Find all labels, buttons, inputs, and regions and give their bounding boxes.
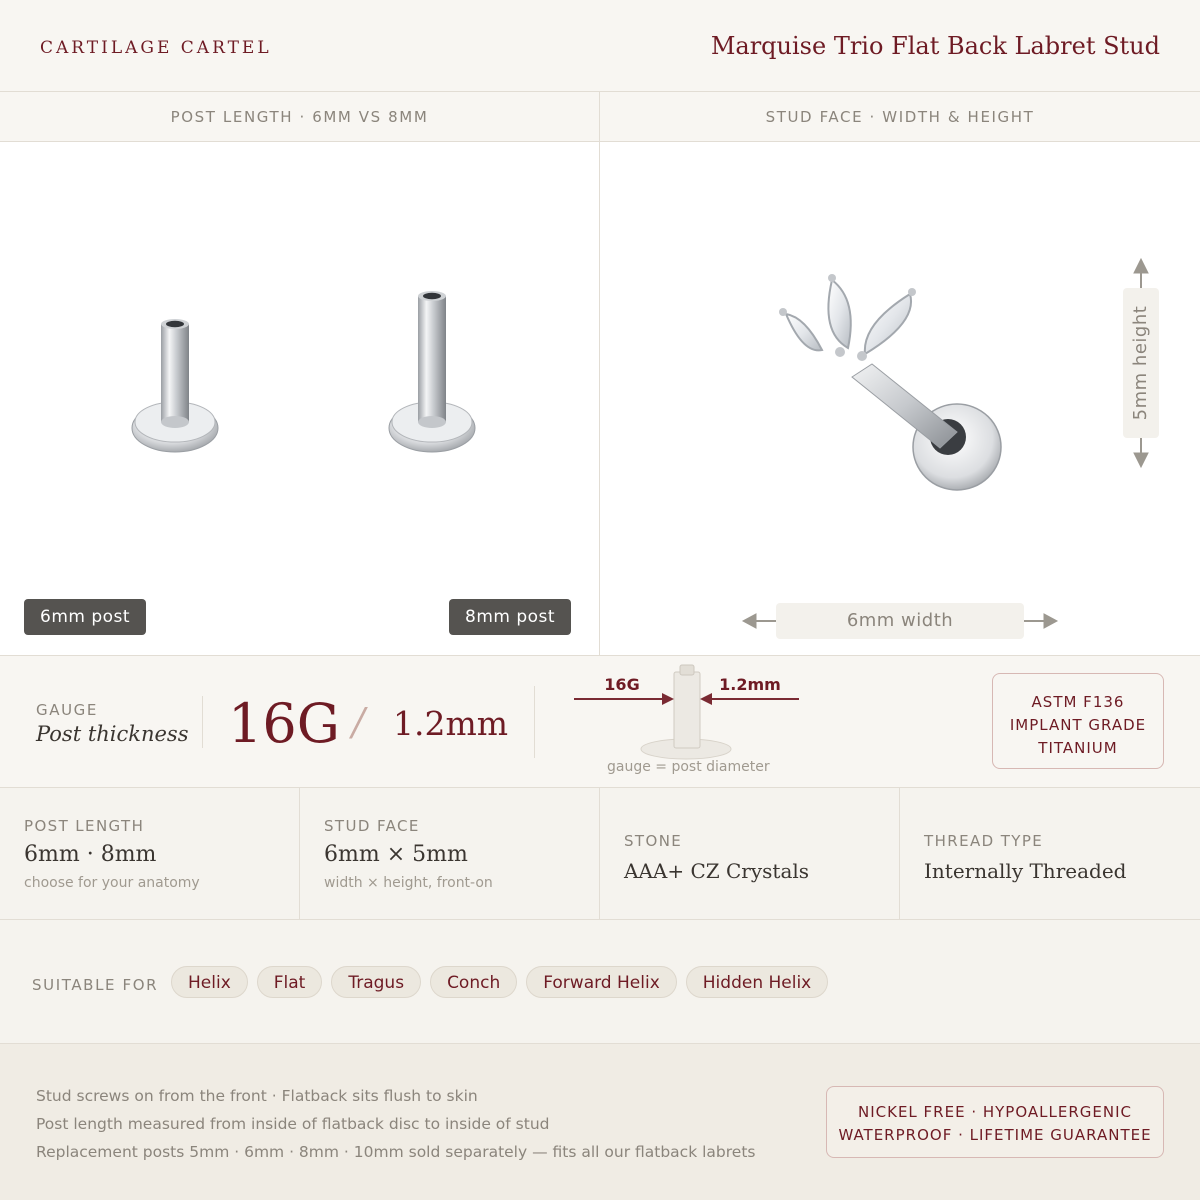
material-line: TITANIUM [1038, 739, 1118, 757]
piercing-chips [171, 966, 828, 998]
diagram-mm-label: 1.2mm [719, 675, 781, 694]
stud-image [779, 274, 1001, 490]
chip-tragus[interactable]: Tragus [331, 966, 421, 998]
chip-forward-helix[interactable]: Forward Helix [526, 966, 677, 998]
spec-value: 6mm × 5mm [324, 842, 468, 867]
footer-notes [36, 1086, 755, 1170]
brand-logo[interactable]: CARTILAGE CARTEL [40, 38, 272, 58]
stud-face-panel [600, 92, 1200, 656]
gauge-mm-value: 1.2mm [393, 704, 509, 743]
suitable-for-label: SUITABLE FOR [32, 976, 159, 994]
post-6mm-tag: 6mm post [24, 599, 146, 635]
spec-thread-type [900, 788, 1200, 920]
product-title: Marquise Trio Flat Back Labret Stud [710, 32, 1160, 60]
gauge-diagram [570, 656, 810, 766]
gauge-value: 16G [228, 692, 340, 755]
material-badge [992, 673, 1164, 769]
chip-hidden-helix[interactable]: Hidden Helix [686, 966, 828, 998]
diagram-gauge-label: 16G [604, 675, 640, 694]
guarantee-badge [826, 1086, 1164, 1158]
gauge-slash: / [352, 700, 365, 744]
material-line: ASTM F136 [1031, 693, 1125, 711]
stud-illustration [600, 92, 1200, 656]
stud-face-panel-label: STUD FACE · WIDTH & HEIGHT [600, 92, 1200, 142]
spec-value: 6mm · 8mm [24, 842, 157, 867]
spec-stud-face [300, 788, 600, 920]
gauge-note: gauge = post diameter [607, 759, 770, 775]
divider [202, 696, 203, 748]
post-8mm-image [389, 291, 475, 452]
footer-note: Stud screws on from the front · Flatback sits flush to skin [36, 1087, 478, 1105]
spec-value: AAA+ CZ Crystals [624, 859, 810, 883]
gauge-section [0, 656, 1200, 788]
post-6mm-image [132, 319, 218, 452]
spec-note: width × height, front-on [324, 875, 493, 891]
guarantee-line: WATERPROOF · LIFETIME GUARANTEE [838, 1126, 1152, 1144]
gauge-caption: GAUGE [36, 701, 98, 719]
spec-label: POST LENGTH [24, 817, 145, 835]
gauge-subtitle: Post thickness [36, 722, 189, 746]
post-8mm-tag: 8mm post [449, 599, 571, 635]
guarantee-line: NICKEL FREE · HYPOALLERGENIC [858, 1103, 1132, 1121]
spec-note: choose for your anatomy [24, 875, 200, 891]
suitable-for-section [0, 920, 1200, 1044]
specs-row [0, 788, 1200, 920]
chip-flat[interactable]: Flat [257, 966, 323, 998]
spec-label: THREAD TYPE [924, 832, 1044, 850]
page-header [0, 0, 1200, 92]
footer [0, 1044, 1200, 1200]
post-illustration [0, 92, 600, 656]
spec-stone [600, 788, 900, 920]
post-length-panel [0, 92, 600, 656]
spec-label: STONE [624, 832, 683, 850]
footer-note: Post length measured from inside of flatback disc to inside of stud [36, 1115, 550, 1133]
spec-value: Internally Threaded [924, 859, 1127, 883]
spec-post-length [0, 788, 300, 920]
height-label: 5mm height [1130, 305, 1151, 421]
material-line: IMPLANT GRADE [1009, 716, 1147, 734]
chip-helix[interactable]: Helix [171, 966, 248, 998]
chip-conch[interactable]: Conch [430, 966, 517, 998]
post-length-panel-label: POST LENGTH · 6MM VS 8MM [0, 92, 599, 142]
height-label-pill [1123, 288, 1159, 438]
footer-note: Replacement posts 5mm · 6mm · 8mm · 10mm sold separately — fits all our flatback labrets [36, 1143, 756, 1161]
spec-label: STUD FACE [324, 817, 420, 835]
width-label: 6mm width [776, 603, 1024, 639]
divider [534, 686, 535, 758]
